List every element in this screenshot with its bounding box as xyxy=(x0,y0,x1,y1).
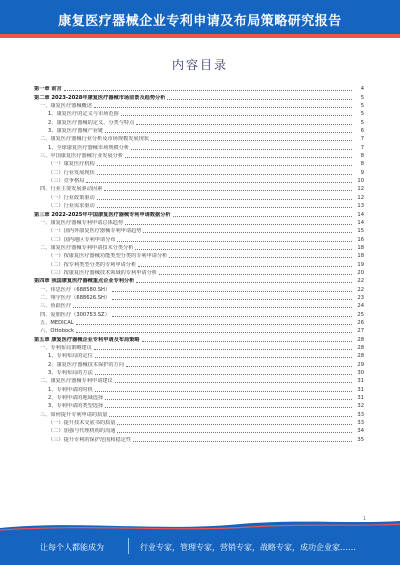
toc-leader-dots xyxy=(167,99,352,100)
toc-leader-dots xyxy=(138,266,352,267)
toc-entry-label: 三、鱼跃医疗 xyxy=(40,303,72,310)
toc-entry[interactable] xyxy=(34,126,364,134)
toc-entry-page: 16 xyxy=(357,236,364,243)
toc-entry-label: （一）提升技术交底书的质量 xyxy=(48,420,116,427)
toc-leader-dots xyxy=(64,90,352,91)
toc-leader-dots xyxy=(73,307,352,308)
toc-entry[interactable] xyxy=(34,101,364,109)
toc-entry-label: 1、全球康复医疗器械市场规模分析 xyxy=(48,144,130,151)
report-header xyxy=(0,0,400,38)
toc-entry-page: 20 xyxy=(357,269,364,276)
toc-entry-label: 1、专利布局的定位 xyxy=(48,353,93,360)
footer-tagline: 行业专家，管理专家，营销专家，战略专家，成功企业家…… xyxy=(140,543,356,552)
toc-entry[interactable] xyxy=(34,251,364,259)
toc-leader-dots xyxy=(97,207,352,208)
toc-leader-dots xyxy=(105,399,352,400)
toc-entry[interactable] xyxy=(34,259,364,267)
toc-leader-dots xyxy=(86,182,352,183)
toc-leader-dots xyxy=(142,341,352,342)
toc-leader-dots xyxy=(143,232,352,233)
toc-entry-label: 四、爱朋医疗（300753.SZ） xyxy=(40,311,110,318)
toc-entry[interactable] xyxy=(34,268,364,276)
toc-entry[interactable] xyxy=(34,376,364,384)
toc-entry[interactable] xyxy=(34,401,364,409)
toc-entry-label: 第一章 前言 xyxy=(34,86,62,93)
toc-entry-label: 三、如何提升专利申请的质量 xyxy=(40,411,108,418)
toc-entry-page: 22 xyxy=(357,286,364,293)
toc-entry[interactable] xyxy=(34,209,364,217)
toc-entry-label: 2、专利申请的地域选择 xyxy=(48,395,104,402)
toc-entry[interactable] xyxy=(34,184,364,192)
toc-entry-label: 第三章 2022-2025年中国康复医疗器械专利申请数据分析 xyxy=(34,211,171,218)
toc-entry-label: 二、康复医疗器械行业分析及市场规模发展现状 xyxy=(40,136,149,143)
toc-entry-page: 29 xyxy=(357,361,364,368)
toc-entry[interactable] xyxy=(34,218,364,226)
toc-entry-label: 一、康复医疗器械专利申请总体趋势 xyxy=(40,219,124,226)
toc-entry[interactable] xyxy=(34,151,364,159)
footer-wave-decoration xyxy=(0,518,400,532)
toc-entry-page: 25 xyxy=(357,311,364,318)
toc-leader-dots xyxy=(117,424,352,425)
toc-entry-label: 一、康复医疗器械概述 xyxy=(40,103,92,110)
toc-leader-dots xyxy=(97,165,352,166)
toc-entry-page: 28 xyxy=(357,353,364,360)
toc-entry[interactable] xyxy=(34,176,364,184)
toc-entry-label: （三）按康复医疗器械技术领域的专利申请分析 xyxy=(48,269,157,276)
toc-entry-page: 18 xyxy=(357,244,364,251)
toc-title: 内容目录 xyxy=(171,58,228,72)
toc-leader-dots xyxy=(136,124,352,125)
toc-entry-page: 28 xyxy=(357,336,364,343)
toc-entry[interactable] xyxy=(34,117,364,125)
toc-entry-label: （三）竞争格局 xyxy=(48,178,85,185)
toc-entry-label: （二）加强与代理机构的沟通 xyxy=(48,428,116,435)
toc-entry[interactable] xyxy=(34,418,364,426)
toc-entry-page: 14 xyxy=(357,219,364,226)
toc-entry-page: 5 xyxy=(360,111,364,118)
toc-entry-label: 3、康复医疗器械产业链 xyxy=(48,128,104,135)
toc-entry-page: 26 xyxy=(357,319,364,326)
toc-leader-dots xyxy=(136,282,352,283)
toc-leader-dots xyxy=(126,366,352,367)
toc-entry-page: 31 xyxy=(357,386,364,393)
toc-entry-label: （一）康复医疗机构 xyxy=(48,161,95,168)
toc-entry-page: 5 xyxy=(360,94,364,101)
toc-leader-dots xyxy=(121,115,352,116)
toc-leader-dots xyxy=(97,199,352,200)
toc-leader-dots xyxy=(105,132,352,133)
toc-entry-label: 3、专利布局的方法 xyxy=(48,370,93,377)
toc-entry-page: 6 xyxy=(360,128,364,135)
toc-entry[interactable] xyxy=(34,384,364,392)
toc-entry-label: （一）按康复医疗器械功能类型分类的专利申请分析 xyxy=(48,253,168,260)
toc-entry-label: 二、翔宇医疗（688626.SH） xyxy=(40,294,111,301)
toc-entry-label: 2、康复医疗器械技术保护的方向 xyxy=(48,361,124,368)
toc-leader-dots xyxy=(117,241,352,242)
toc-entry[interactable] xyxy=(34,368,364,376)
toc-entry[interactable] xyxy=(34,309,364,317)
toc-entry[interactable] xyxy=(34,426,364,434)
toc-entry-label: 第四章 我国康复医疗器械重点企业专利分析 xyxy=(34,278,135,285)
toc-entry[interactable] xyxy=(34,201,364,209)
toc-entry-label: （二）国内地区专利申请分布 xyxy=(48,236,116,243)
toc-leader-dots xyxy=(95,357,352,358)
toc-leader-dots xyxy=(151,140,352,141)
footer-slogan: 让每个人都能成为 xyxy=(40,543,104,552)
toc-entry-label: 第二章 2023-2028年康复医疗器械市场前景及趋势分析 xyxy=(34,94,166,101)
toc-leader-dots xyxy=(133,441,352,442)
toc-entry-page: 23 xyxy=(357,294,364,301)
toc-leader-dots xyxy=(94,349,352,350)
toc-leader-dots xyxy=(135,249,352,250)
toc-entry-page: 22 xyxy=(357,278,364,285)
toc-leader-dots xyxy=(104,190,352,191)
toc-entry-page: 30 xyxy=(357,370,364,377)
toc-entry-label: （二）行业发展现状 xyxy=(48,169,95,176)
toc-list xyxy=(34,84,364,443)
toc-entry[interactable] xyxy=(34,359,364,367)
toc-leader-dots xyxy=(112,316,352,317)
footer-divider xyxy=(128,538,129,554)
toc-entry-page: 31 xyxy=(357,395,364,402)
toc-leader-dots xyxy=(112,291,352,292)
page-number: 1 xyxy=(362,516,366,522)
toc-entry[interactable] xyxy=(34,293,364,301)
toc-entry-label: 六、Ottobock xyxy=(40,328,75,335)
toc-entry-page: 12 xyxy=(357,194,364,201)
toc-entry-label: 第五章 康复医疗器械企业专利申请及布局策略 xyxy=(34,336,140,343)
report-title: 康复医疗器械企业专利申请及布局策略研究报告 xyxy=(58,14,342,29)
toc-leader-dots xyxy=(95,374,352,375)
toc-entry[interactable] xyxy=(34,284,364,292)
toc-entry[interactable] xyxy=(34,343,364,351)
toc-leader-dots xyxy=(76,332,352,333)
toc-entry-label: （一）国内外康复医疗器械专利申请趋势 xyxy=(48,228,142,235)
toc-entry-label: 一、专利布局策略建议 xyxy=(40,345,92,351)
toc-entry-page: 10 xyxy=(357,178,364,185)
toc-entry-label: 四、行业主要发展驱动因素 xyxy=(40,186,103,193)
toc-leader-dots xyxy=(94,107,352,108)
toc-entry[interactable] xyxy=(34,192,364,200)
toc-entry[interactable] xyxy=(34,351,364,359)
toc-entry-page: 33 xyxy=(357,420,364,427)
toc-entry[interactable] xyxy=(34,134,364,142)
toc-leader-dots xyxy=(105,407,352,408)
toc-entry-label: 二、康复医疗器械专利申请技术分类分析 xyxy=(40,244,134,251)
toc-leader-dots xyxy=(159,274,352,275)
toc-leader-dots xyxy=(117,432,352,433)
toc-entry[interactable] xyxy=(34,434,364,442)
toc-entry-page: 5 xyxy=(360,119,364,126)
toc-entry-label: 三、中国康复医疗器械行业发展分析 xyxy=(40,153,124,160)
toc-entry-page: 7 xyxy=(360,136,364,143)
toc-leader-dots xyxy=(95,391,352,392)
toc-entry[interactable] xyxy=(34,393,364,401)
toc-entry-page: 14 xyxy=(357,211,364,218)
toc-leader-dots xyxy=(76,324,352,325)
toc-entry-page: 28 xyxy=(357,345,364,351)
toc-entry[interactable] xyxy=(34,301,364,309)
toc-entry-label: 二、康复医疗器械专利申请建议 xyxy=(40,378,113,385)
toc-entry[interactable] xyxy=(34,276,364,284)
toc-entry[interactable] xyxy=(34,92,364,100)
toc-entry[interactable] xyxy=(34,226,364,234)
toc-leader-dots xyxy=(112,299,352,300)
toc-leader-dots xyxy=(125,157,352,158)
toc-entry-page: 19 xyxy=(357,261,364,268)
toc-entry[interactable] xyxy=(34,142,364,150)
toc-entry-page: 18 xyxy=(357,253,364,260)
toc-entry[interactable] xyxy=(34,109,364,117)
toc-entry-page: 8 xyxy=(360,161,364,168)
toc-leader-dots xyxy=(131,149,352,150)
toc-entry[interactable] xyxy=(34,243,364,251)
toc-entry-page: 8 xyxy=(360,153,364,160)
toc-entry[interactable] xyxy=(34,234,364,242)
toc-entry-label: 1、康复医疗的定义与市场范围 xyxy=(48,111,119,118)
toc-entry-page: 33 xyxy=(357,411,364,418)
toc-entry-page: 9 xyxy=(360,169,364,176)
toc-entry-page: 13 xyxy=(357,203,364,210)
toc-entry-label: （三）提升专利的保护范围和稳定性 xyxy=(48,436,132,443)
toc-leader-dots xyxy=(125,224,352,225)
toc-entry[interactable] xyxy=(34,318,364,326)
toc-entry-label: （二）按专利类型分类的专利申请分析 xyxy=(48,261,137,268)
toc-entry[interactable] xyxy=(34,409,364,417)
toc-entry[interactable] xyxy=(34,159,364,167)
toc-entry-page: 32 xyxy=(357,403,364,410)
toc-entry-label: （一）行业政策驱动 xyxy=(48,194,95,201)
toc-entry-page: 27 xyxy=(357,328,364,335)
toc-leader-dots xyxy=(97,174,352,175)
toc-entry-label: （二）行业需求驱动 xyxy=(48,203,95,210)
toc-entry[interactable] xyxy=(34,326,364,334)
toc-leader-dots xyxy=(169,257,352,258)
toc-entry-page: 24 xyxy=(357,303,364,310)
toc-entry-page: 31 xyxy=(357,378,364,385)
toc-entry-page: 7 xyxy=(360,144,364,151)
toc-leader-dots xyxy=(109,416,352,417)
toc-entry-page: 12 xyxy=(357,186,364,193)
toc-page xyxy=(30,38,370,528)
toc-entry-page: 4 xyxy=(360,86,364,93)
toc-entry-label: 2、康复医疗器械的定义、分类与特点 xyxy=(48,119,135,126)
toc-entry[interactable] xyxy=(34,84,364,92)
toc-entry-page: 5 xyxy=(360,103,364,110)
toc-entry-page: 15 xyxy=(357,228,364,235)
toc-leader-dots xyxy=(173,216,352,217)
toc-leader-dots xyxy=(115,382,352,383)
toc-entry-page: 34 xyxy=(357,428,364,435)
report-footer xyxy=(0,528,400,565)
toc-entry-label: 3、专利申请的类型选择 xyxy=(48,403,104,410)
toc-entry-label: 一、伟思医疗（688580.SH） xyxy=(40,286,111,293)
toc-entry-label: 五、MEDICAL xyxy=(40,319,74,326)
toc-entry[interactable] xyxy=(34,167,364,175)
toc-entry-page: 35 xyxy=(357,436,364,443)
toc-entry-label: 1、专利申请的时机 xyxy=(48,386,93,393)
toc-entry[interactable] xyxy=(34,334,364,342)
